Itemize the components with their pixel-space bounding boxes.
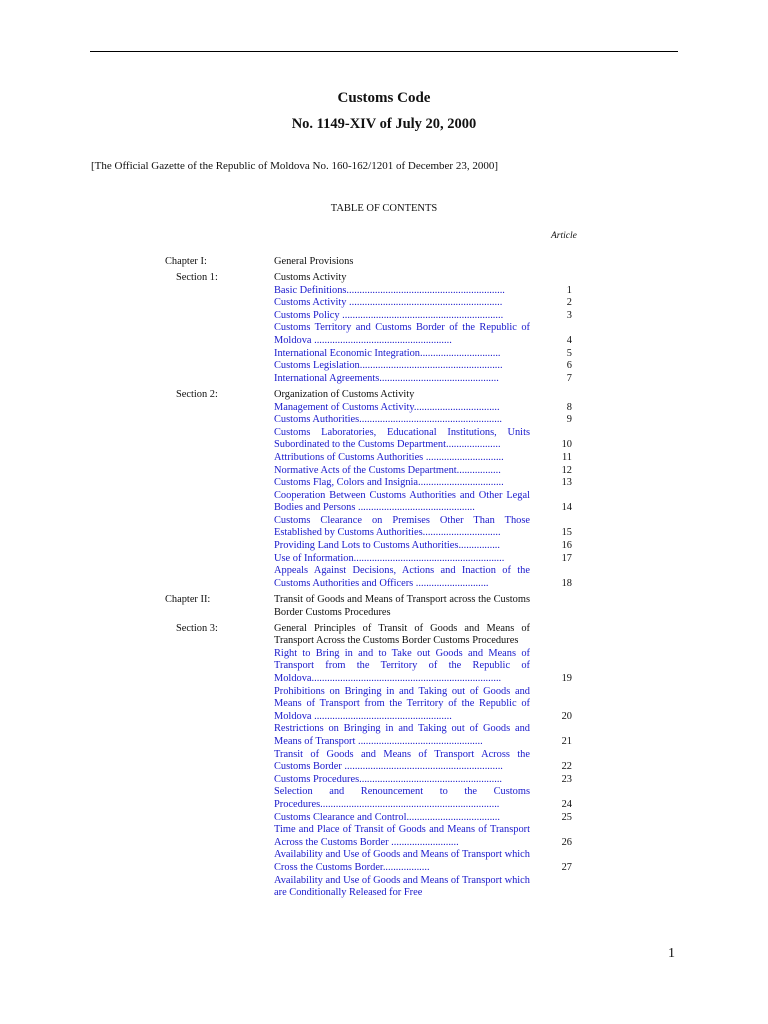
article-number: 23 (561, 773, 572, 785)
toc-row[interactable] (0, 686, 768, 724)
section-label: Section 3: (176, 622, 218, 634)
article-number: 24 (561, 798, 572, 810)
article-number: 27 (561, 861, 572, 873)
toc-row[interactable] (0, 310, 768, 323)
toc-entry-link[interactable]: Restrictions on Bringing in and Taking out of Goods and Means of Transport ................................................ (274, 723, 530, 747)
toc-row[interactable] (0, 515, 768, 540)
toc-entry-link[interactable]: Prohibitions on Bringing in and Taking out of Goods and Means of Transport from the Territory of the Republic of Moldova ..................................................... (274, 685, 530, 722)
section-title: Customs Activity (274, 272, 347, 284)
article-number: 14 (561, 502, 572, 514)
toc-row[interactable] (0, 465, 768, 478)
toc-row (0, 623, 768, 648)
article-number: 18 (561, 577, 572, 589)
toc-entry-link[interactable]: Customs Authorities....................................................... (274, 414, 503, 426)
document-subtitle: No. 1149-XIV of July 20, 2000 (291, 116, 477, 132)
toc-row[interactable] (0, 553, 768, 566)
article-number: 3 (566, 309, 572, 321)
toc-entry-link[interactable]: Customs Legislation....................................................... (274, 360, 503, 372)
toc-row[interactable] (0, 774, 768, 787)
chapter-title: General Provisions (274, 256, 354, 267)
toc-entry-link[interactable]: Selection and Renouncement to the Customs Procedures..................................................................... (274, 786, 530, 810)
article-number: 1 (566, 284, 572, 296)
toc-entry-link[interactable]: Customs Clearance and Control.................................... (274, 811, 500, 823)
toc-entry-link[interactable]: International Agreements.............................................. (274, 372, 499, 384)
toc-row (0, 272, 768, 285)
toc-entry-link[interactable]: Right to Bring in and to Take out Goods and Means of Transport from the Territory of the Republic of Moldova......................................................................... (274, 647, 530, 684)
toc-entry-link[interactable]: Attributions of Customs Authorities .............................. (274, 451, 504, 463)
chapter-label: Chapter I: (165, 256, 207, 267)
article-number: 12 (561, 464, 572, 476)
header-rule (90, 51, 678, 52)
toc-heading: TABLE OF CONTENTS (330, 203, 438, 214)
toc-entry-link[interactable]: Appeals Against Decisions, Actions and Inaction of the Customs Authorities and Officers ............................ (274, 565, 530, 589)
document-title: Customs Code (337, 90, 431, 106)
toc-entry-link[interactable]: Management of Customs Activity................................. (274, 401, 500, 413)
article-number: 10 (561, 439, 572, 451)
toc-row[interactable] (0, 297, 768, 310)
toc-entry-link[interactable]: Customs Territory and Customs Border of the Republic of Moldova ..................................................... (274, 322, 530, 347)
article-number: 21 (561, 735, 572, 747)
toc-row[interactable] (0, 452, 768, 465)
chapter-title: Transit of Goods and Means of Transport across the Customs Border Customs Procedures (274, 593, 530, 618)
toc-row[interactable] (0, 849, 768, 874)
article-number: 22 (561, 761, 572, 773)
toc-row[interactable] (0, 824, 768, 849)
toc-row (0, 389, 768, 402)
article-number: 17 (561, 552, 572, 564)
article-number: 16 (561, 540, 572, 552)
toc-row (0, 256, 768, 269)
toc-row[interactable] (0, 360, 768, 373)
toc-entry-link[interactable]: Customs Policy .............................................................. (274, 309, 504, 321)
toc-row[interactable] (0, 749, 768, 774)
toc-entry-link[interactable]: Customs Activity ........................................................... (274, 297, 503, 309)
section-label: Section 1: (176, 272, 218, 284)
chapter-label: Chapter II: (165, 593, 211, 605)
toc-row[interactable] (0, 348, 768, 361)
article-number: 4 (566, 335, 572, 347)
toc-entry-link[interactable]: Transit of Goods and Means of Transport Across the Customs Border ............................................................. (274, 748, 530, 773)
toc-entry-link[interactable]: Customs Clearance on Premises Other Than Those Established by Customs Authorities.............................. (274, 514, 530, 539)
article-number: 19 (561, 673, 572, 684)
section-title: Organization of Customs Activity (274, 388, 415, 400)
toc-row[interactable] (0, 402, 768, 415)
article-number: 15 (561, 527, 572, 539)
toc-entry-link[interactable]: Cooperation Between Customs Authorities and Other Legal Bodies and Persons ............................................. (274, 489, 530, 514)
toc-row[interactable] (0, 477, 768, 490)
article-number: 26 (561, 836, 572, 848)
toc-row[interactable] (0, 373, 768, 386)
toc-row[interactable] (0, 285, 768, 298)
toc-row[interactable] (0, 414, 768, 427)
toc-entry-link[interactable]: Customs Procedures....................................................... (274, 773, 503, 785)
article-number: 7 (566, 372, 572, 384)
toc-entry-link[interactable]: Time and Place of Transit of Goods and Means of Transport Across the Customs Border .......................... (274, 824, 530, 848)
article-number: 5 (566, 347, 572, 359)
article-number: 11 (561, 451, 572, 463)
toc-row[interactable] (0, 786, 768, 811)
toc-entry-link[interactable]: Customs Flag, Colors and Insignia................................. (274, 477, 504, 489)
toc-row[interactable] (0, 723, 768, 748)
toc-entry-link[interactable]: International Economic Integration............................... (274, 347, 501, 359)
toc-row[interactable] (0, 565, 768, 590)
toc-entry-link[interactable]: Customs Laboratories, Educational Institutions, Units Subordinated to the Customs Department..................... (274, 426, 530, 451)
article-number: 6 (566, 360, 572, 372)
article-number: 25 (561, 811, 572, 823)
gazette-reference: [The Official Gazette of the Republic of Moldova No. 160-162/1201 of December 23, 2000] (91, 160, 498, 172)
section-label: Section 2: (176, 388, 218, 400)
toc-row[interactable] (0, 490, 768, 515)
article-number: 8 (566, 401, 572, 413)
article-number: 13 (561, 477, 572, 489)
toc-row (0, 594, 768, 619)
toc-entry-link[interactable]: Basic Definitions............................................................. (274, 284, 505, 296)
section-title: General Principles of Transit of Goods and Means of Transport Across the Customs Border Customs Procedures (274, 622, 530, 647)
toc-row[interactable] (0, 427, 768, 452)
article-column-heading: Article (551, 231, 577, 241)
article-number: 2 (566, 297, 572, 309)
toc-row[interactable] (0, 875, 768, 900)
toc-entry-link[interactable]: Availability and Use of Goods and Means of Transport which are Conditionally Released for Free (274, 874, 530, 899)
toc-entry-link[interactable]: Providing Land Lots to Customs Authorities................ (274, 540, 501, 552)
toc-entry-link[interactable]: Use of Information.......................................................... (274, 552, 505, 564)
toc-row[interactable] (0, 812, 768, 825)
toc-row[interactable] (0, 322, 768, 347)
table-of-contents (0, 256, 768, 900)
page-number: 1 (668, 946, 675, 961)
article-number: 20 (561, 710, 572, 722)
toc-entry-link[interactable]: Availability and Use of Goods and Means of Transport which Cross the Customs Border.................. (274, 849, 530, 873)
toc-row[interactable] (0, 648, 768, 686)
article-number: 9 (566, 414, 572, 426)
toc-row[interactable] (0, 540, 768, 553)
toc-entry-link[interactable]: Normative Acts of the Customs Department................. (274, 464, 501, 476)
